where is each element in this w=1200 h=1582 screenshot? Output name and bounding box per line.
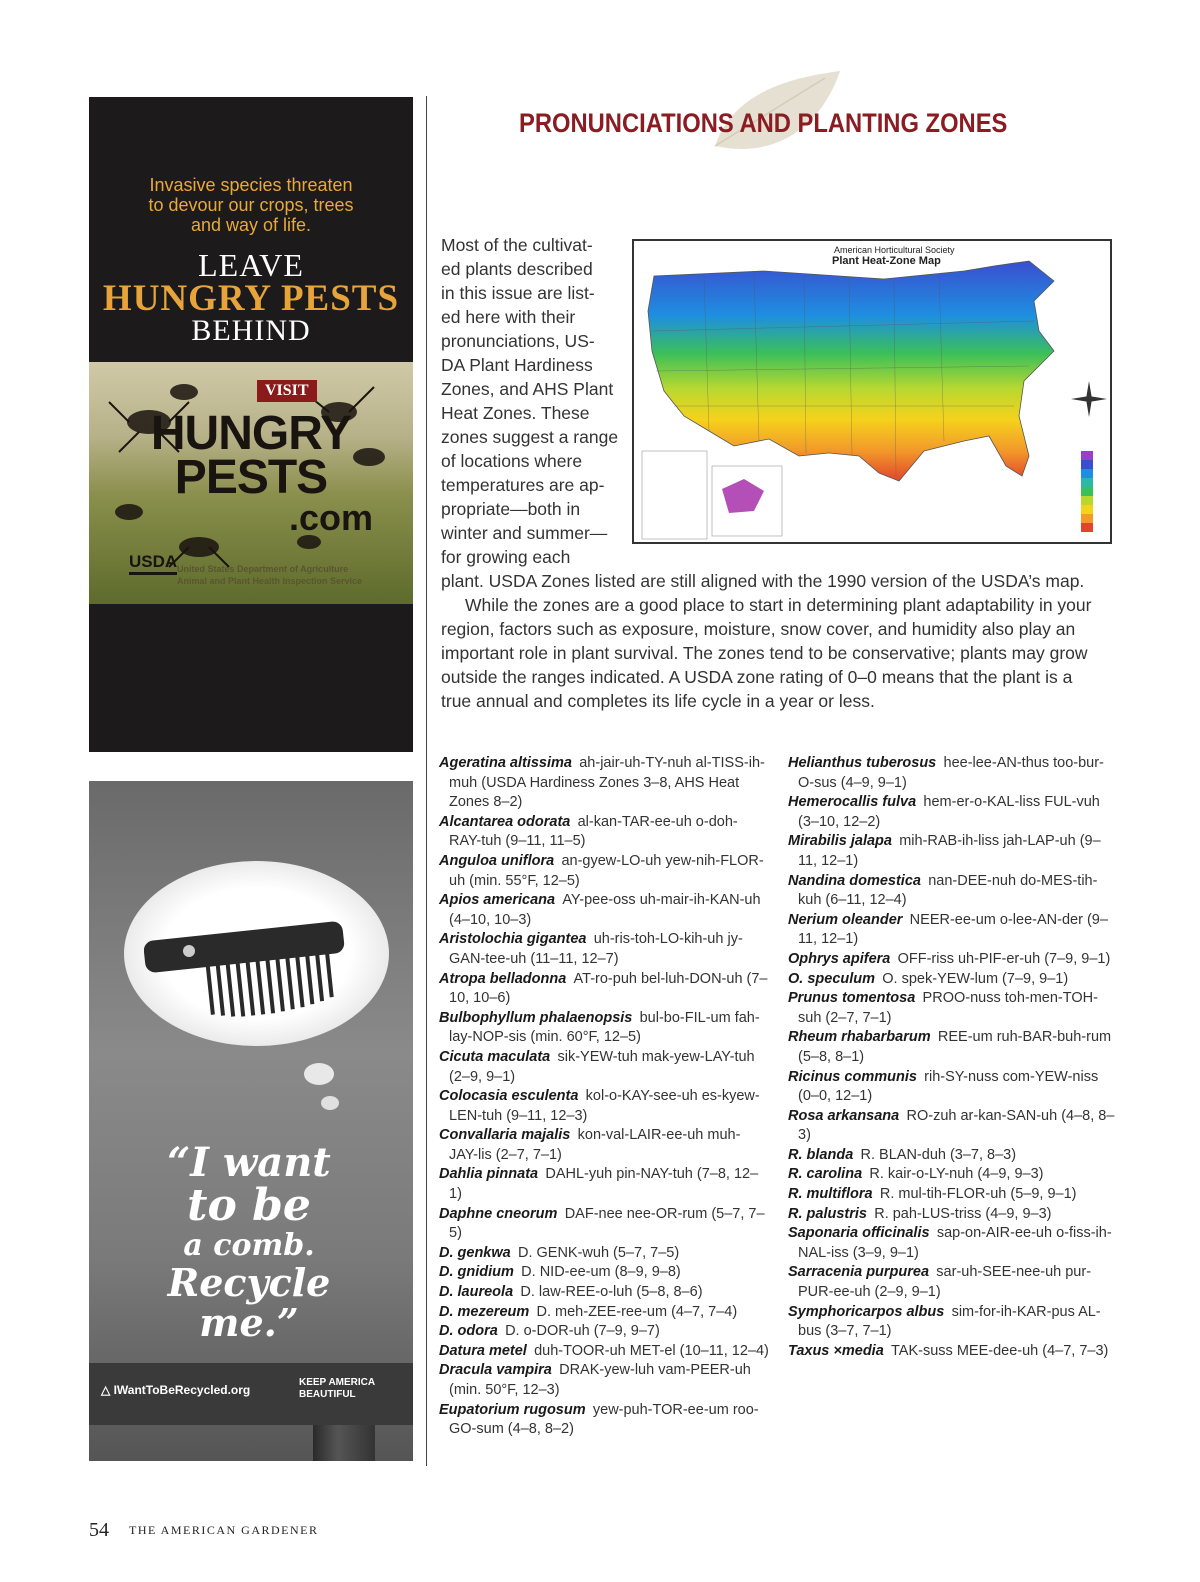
plant-entry	[788, 1263, 1118, 1302]
plant-name: Rheum rhabarbarum	[788, 1029, 931, 1046]
publication-name: THE AMERICAN GARDENER	[129, 1523, 319, 1537]
plant-pronunciation: ah-jair-uh-TY-nuh al-TISS-ih-muh (USDA Hardiness Zones 3–8, AHS Heat Zones 8–2)	[449, 755, 765, 811]
text-line: temperatures are ap-	[441, 475, 605, 495]
plant-name: Anguloa uniflora	[439, 852, 555, 869]
plant-pronunciation: PROO-nuss toh-men-TOH-suh (2–7, 7–1)	[798, 990, 1098, 1026]
plant-name: D. laureola	[439, 1284, 514, 1301]
plant-entry	[788, 970, 1118, 990]
plant-name: Datura metel	[439, 1342, 527, 1359]
plant-name: D. odora	[439, 1323, 498, 1340]
plant-name: Nerium oleander	[788, 911, 903, 928]
logo-word: PESTS	[174, 451, 328, 504]
plant-entry	[439, 1126, 769, 1165]
plant-pronunciation: TAK-suss MEE-dee-uh (4–7, 7–3)	[891, 1342, 1109, 1359]
plant-entry	[788, 989, 1118, 1028]
plant-name: Cicuta maculata	[439, 1048, 551, 1065]
plant-pronunciation: rih-SY-nuss com-YEW-niss (0–0, 12–1)	[798, 1068, 1099, 1105]
plant-entry	[439, 970, 769, 1009]
plant-pronunciation: kol-o-KAY-see-uh es-kyew-LEN-tuh (9–11, 12–3)	[449, 1088, 760, 1124]
text-line: Zones, and AHS Plant	[441, 379, 614, 399]
plant-entry	[788, 754, 1118, 793]
plant-pronunciation: mih-RAB-ih-liss jah-LAP-uh (9–11, 12–1)	[798, 833, 1101, 869]
plant-entry	[439, 754, 769, 813]
plant-name: Rosa arkansana	[788, 1107, 900, 1124]
plant-pronunciation: sik-YEW-tuh mak-yew-LAY-tuh (2–9, 9–1)	[449, 1048, 755, 1085]
website-link[interactable]: IWantToBeRecycled.org	[113, 1383, 251, 1397]
plant-name: Apios americana	[439, 892, 556, 909]
agency-line: United States Department of Agriculture	[177, 564, 349, 574]
text-line: Most of the cultivat-	[441, 235, 593, 255]
ad-headline-hungry-pests: HUNGRY PESTS	[102, 278, 400, 319]
plant-pronunciation: bul-bo-FIL-um fah-lay-NOP-sis (min. 60°F, 12–5)	[449, 1009, 760, 1046]
org-line: KEEP AMERICA	[299, 1377, 376, 1388]
map-legend	[1081, 451, 1093, 532]
compass-rose-icon	[1071, 381, 1107, 417]
plant-pronunciation: nan-DEE-nuh do-MES-tih-kuh (6–11, 12–4)	[798, 872, 1098, 909]
text-line: region, factors such as exposure, moisture, snow cover, and humidity also play an	[441, 619, 1076, 639]
plant-name: Colocasia esculenta	[439, 1088, 579, 1105]
plant-entry	[439, 1361, 769, 1400]
plant-entry	[788, 1185, 1118, 1205]
heat-zone-map	[632, 239, 1112, 544]
plant-entry	[439, 1322, 769, 1342]
plant-entry	[788, 872, 1118, 911]
intro-text-body	[441, 569, 1113, 713]
plant-pronunciation: REE-um ruh-BAR-buh-rum (5–8, 8–1)	[798, 1029, 1112, 1065]
plant-name: Dahlia pinnata	[439, 1166, 539, 1183]
dotcom-label: .com	[289, 497, 374, 538]
plant-name: Nandina domestica	[788, 872, 921, 889]
plant-entry	[439, 1009, 769, 1048]
plant-entry	[788, 1224, 1118, 1263]
plant-pronunciation: RO-zuh ar-kan-SAN-uh (4–8, 8–3)	[798, 1107, 1115, 1144]
text-line: Heat Zones. These	[441, 403, 590, 423]
plant-entry	[788, 1342, 1118, 1362]
plant-name: Daphne cneorum	[439, 1205, 558, 1222]
text-line: plant. USDA Zones listed are still aligned with the 1990 version of the USDA’s map.	[441, 571, 1085, 591]
plant-entry	[788, 1165, 1118, 1185]
plant-name: Ophrys apifera	[788, 950, 891, 967]
plant-entry	[439, 1048, 769, 1087]
recycle-website[interactable]: △ IWantToBeRecycled.org	[101, 1383, 251, 1397]
text-line: true annual and completes its life cycle in a year or less.	[441, 691, 875, 711]
text-line: ed plants described	[441, 259, 593, 279]
plant-pronunciation: R. BLAN-duh (3–7, 8–3)	[860, 1146, 1017, 1163]
thought-bubble	[304, 1063, 334, 1085]
plant-name: Bulbophyllum phalaenopsis	[439, 1009, 633, 1026]
plant-entry	[788, 1146, 1118, 1166]
plant-pronunciation: DAHL-yuh pin-NAY-tuh (7–8, 12–1)	[449, 1166, 759, 1203]
page-heading: PRONUNCIATIONS AND PLANTING ZONES	[519, 108, 1008, 138]
plant-pronunciation: O. spek-YEW-lum (7–9, 9–1)	[882, 970, 1069, 987]
slogan-line: Recycle me.”	[167, 1260, 331, 1345]
plant-name: R. palustris	[788, 1205, 867, 1222]
plant-pronunciation: D. o-DOR-uh (7–9, 9–7)	[505, 1323, 660, 1340]
plant-name: D. mezereum	[439, 1303, 530, 1320]
plant-entry	[439, 1244, 769, 1264]
plant-name: Dracula vampira	[439, 1362, 552, 1379]
plant-name: Ageratina altissima	[439, 755, 572, 771]
plant-name: O. speculum	[788, 970, 876, 987]
slogan-line: to be	[187, 1180, 311, 1231]
ad-tagline	[89, 175, 413, 235]
slogan-line: “I want	[167, 1139, 331, 1186]
plant-name: Ricinus communis	[788, 1068, 917, 1085]
plant-pronunciation: uh-ris-toh-LO-kih-uh jy-GAN-tee-uh (11–11, 12–7)	[449, 931, 743, 967]
plant-name: Aristolochia gigantea	[439, 931, 587, 948]
plant-entry	[439, 1205, 769, 1244]
map-publisher: American Horticultural Society	[834, 245, 955, 255]
plant-entry	[439, 891, 769, 930]
plant-name: Saponaria officinalis	[788, 1225, 930, 1242]
plant-name: Atropa belladonna	[439, 970, 567, 987]
plant-entry	[439, 852, 769, 891]
plant-name: Prunus tomentosa	[788, 990, 916, 1007]
plant-pronunciation: R. mul-tih-FLOR-uh (5–9, 9–1)	[879, 1186, 1077, 1203]
tagline-line: to devour our crops, trees	[148, 195, 354, 215]
plant-name: Mirabilis jalapa	[788, 833, 892, 850]
plant-entry	[439, 1401, 769, 1440]
plant-pronunciation: D. GENK-wuh (5–7, 7–5)	[517, 1244, 680, 1261]
plant-name: Helianthus tuberosus	[788, 755, 937, 771]
plant-entry	[439, 1303, 769, 1323]
plant-pronunciation: hee-lee-AN-thus too-bur-O-sus (4–9, 9–1)	[798, 755, 1104, 791]
plant-entry	[788, 1028, 1118, 1067]
plant-entry	[788, 1107, 1118, 1146]
plant-pronunciation: DRAK-yew-luh vam-PEER-uh (min. 50°F, 12–3)	[449, 1362, 751, 1398]
plant-entry	[788, 1205, 1118, 1225]
text-line: important role in plant survival. The zones tend to be conservative; plants may grow	[441, 643, 1088, 663]
plant-name: Taxus ×media	[788, 1342, 884, 1359]
plant-pronunciation: yew-puh-TOR-ee-um roo-GO-sum (4–8, 8–2)	[449, 1401, 759, 1438]
plant-name: Sarracenia purpurea	[788, 1264, 930, 1281]
ad-headline-leave: LEAVE	[198, 247, 304, 283]
plant-pronunciation: AT-ro-puh bel-luh-DON-uh (7–10, 10–6)	[449, 970, 768, 1007]
plant-pronunciation: duh-TOOR-uh MET-el (10–11, 12–4)	[534, 1342, 769, 1359]
plant-pronunciation: DAF-nee nee-OR-rum (5–7, 7–5)	[449, 1205, 765, 1242]
plant-name: Alcantarea odorata	[439, 813, 571, 830]
text-line: zones suggest a range	[441, 427, 619, 447]
plant-pronunciation: al-kan-TAR-ee-uh o-doh-RAY-tuh (9–11, 11–5)	[449, 813, 738, 850]
map-title: Plant Heat-Zone Map	[832, 255, 941, 267]
logo-word: HUNGRY	[150, 407, 352, 460]
agency-line: Animal and Plant Health Inspection Service	[177, 576, 363, 586]
usda-logo: USDA	[129, 552, 177, 575]
plant-name: Hemerocallis fulva	[788, 794, 917, 811]
text-line: ed here with their	[441, 307, 576, 327]
plant-pronunciation: D. NID-ee-um (8–9, 9–8)	[521, 1264, 681, 1281]
text-line: While the zones are a good place to start in determining plant adaptability in your	[465, 595, 1092, 615]
usda-agency	[177, 563, 362, 587]
text-line: outside the ranges indicated. A USDA zone rating of 0–0 means that the plant is a	[441, 667, 1073, 687]
tagline-line: Invasive species threaten	[149, 175, 353, 195]
recycle-ad[interactable]	[89, 781, 413, 1461]
recycle-slogan	[114, 1139, 384, 1345]
plant-pronunciation: sar-uh-SEE-nee-uh pur-PUR-ee-uh (2–9, 9–1)	[798, 1264, 1092, 1301]
plant-entry	[788, 793, 1118, 832]
plant-entry	[788, 911, 1118, 950]
intro-text-column	[441, 233, 619, 569]
plant-pronunciation: an-gyew-LO-uh yew-nih-FLOR-uh (min. 55°F, 12–5)	[449, 852, 764, 889]
plant-pronunciation: kon-val-LAIR-ee-uh muh-JAY-lis (2–7, 7–1)	[449, 1127, 741, 1163]
plant-pronunciation: R. pah-LUS-triss (4–9, 9–3)	[874, 1205, 1052, 1222]
plant-pronunciation: D. meh-ZEE-ree-um (4–7, 7–4)	[536, 1303, 738, 1320]
plant-entry	[439, 1342, 769, 1362]
plant-pronunciation: hem-er-o-KAL-liss FUL-vuh (3–10, 12–2)	[798, 794, 1100, 830]
plant-entry	[439, 1165, 769, 1204]
plant-pronunciation: R. kair-o-LY-nuh (4–9, 9–3)	[869, 1166, 1044, 1183]
thought-bubble	[321, 1096, 339, 1110]
plant-name: Symphoricarpos albus	[788, 1303, 945, 1320]
plant-name: R. blanda	[788, 1146, 854, 1163]
plant-name: Convallaria majalis	[439, 1127, 571, 1144]
text-line: of locations where	[441, 451, 583, 471]
plant-pronunciation: AY-pee-oss uh-mair-ih-KAN-uh (4–10, 10–3)	[449, 892, 761, 928]
keep-america-beautiful-logo	[299, 1377, 375, 1401]
plant-entry	[788, 832, 1118, 871]
text-line: in this issue are list-	[441, 283, 595, 303]
plant-pronunciation: sap-on-AIR-ee-uh o-fiss-ih-NAL-iss (3–9, 9–1)	[798, 1225, 1112, 1261]
plant-entry	[439, 1087, 769, 1126]
plant-pronunciation: NEER-ee-um o-lee-AN-der (9–11, 12–1)	[798, 911, 1108, 948]
column-divider	[426, 96, 427, 1466]
pronunciation-list-right	[788, 754, 1118, 1361]
us-map-graphic	[634, 241, 1112, 544]
hungry-pests-logo	[89, 407, 413, 504]
plant-entry	[788, 1068, 1118, 1107]
plant-entry	[439, 1263, 769, 1283]
pronunciation-list-left	[439, 754, 769, 1440]
plant-name: R. carolina	[788, 1166, 863, 1183]
plant-entry	[788, 950, 1118, 970]
text-line: propriate—both in	[441, 499, 581, 519]
plant-entry	[439, 1283, 769, 1303]
text-line: winter and summer—	[441, 523, 608, 543]
plant-entry	[788, 1303, 1118, 1342]
ad-headline-behind: BEHIND	[191, 314, 311, 347]
plant-pronunciation: OFF-riss uh-PIF-er-uh (7–9, 9–1)	[897, 950, 1111, 967]
text-line: pronunciations, US-	[441, 331, 595, 351]
ad-footer	[89, 1363, 413, 1425]
plant-name: D. gnidium	[439, 1264, 514, 1281]
text-line: DA Plant Hardiness	[441, 355, 593, 375]
org-line: BEAUTIFUL	[299, 1389, 356, 1400]
hungry-pests-ad[interactable]	[89, 97, 413, 752]
page-number: 54	[89, 1519, 109, 1541]
plant-pronunciation: sim-for-ih-KAR-pus AL-bus (3–7, 7–1)	[798, 1303, 1101, 1340]
slogan-line: a comb.	[183, 1228, 315, 1263]
visit-label: VISIT	[257, 380, 317, 402]
plant-name: D. genkwa	[439, 1244, 511, 1261]
plant-entry	[439, 930, 769, 969]
text-line: for growing each	[441, 547, 571, 567]
tagline-line: and way of life.	[190, 215, 312, 235]
plant-pronunciation: D. law-REE-o-luh (5–8, 8–6)	[520, 1284, 703, 1301]
plant-name: R. multiflora	[788, 1186, 873, 1203]
plant-entry	[439, 813, 769, 852]
comb-icon	[144, 911, 354, 1021]
plant-name: Eupatorium rugosum	[439, 1401, 586, 1418]
